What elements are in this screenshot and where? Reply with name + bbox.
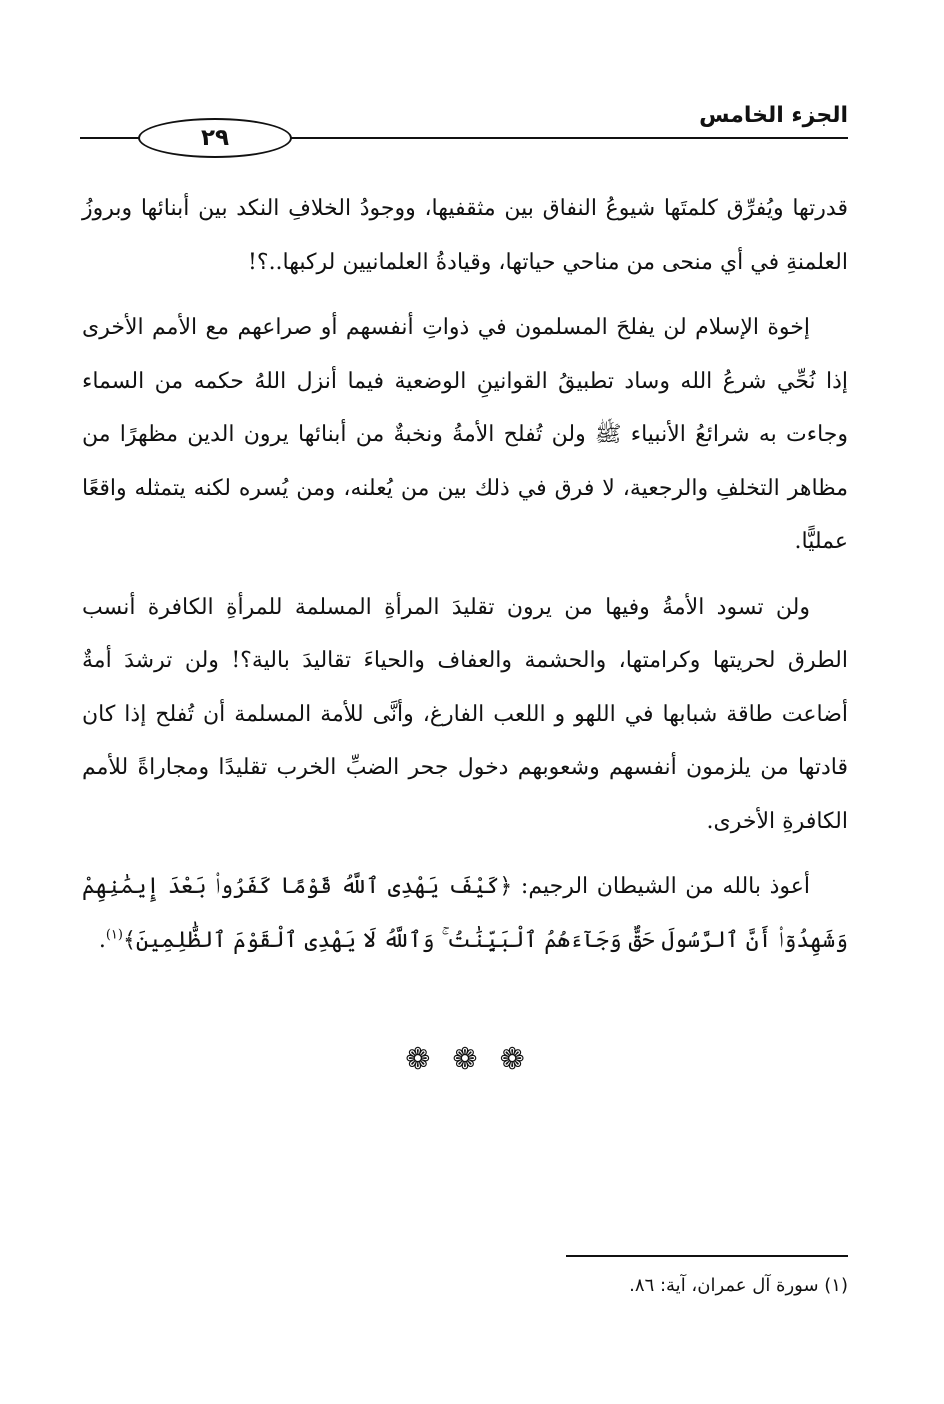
verse-paragraph	[82, 860, 848, 967]
page-header	[80, 95, 848, 165]
footnote-rule	[566, 1255, 848, 1257]
footnote: (١) سورة آل عمران، آية: ٨٦.	[629, 1275, 848, 1296]
body-text	[82, 182, 848, 979]
footnote-ref[interactable]: (١)	[105, 927, 123, 943]
quran-verse: ﴿كَيْفَ يَهْدِى ٱللَّهُ قَوْمًا كَفَرُوا۟ بَعْدَ إِيمَٰنِهِمْ وَشَهِدُوٓا۟ أَنَّ ٱلرَّسُولَ حَقٌّ وَجَآءَهُمُ ٱلْبَيِّنَٰتُ ۚ وَٱللَّهُ لَا يَهْدِى ٱلْقَوْمَ ٱلظَّٰلِمِينَ﴾	[82, 874, 848, 953]
paragraph-1: قدرتها ويُفرِّق كلمتَها شيوعُ النفاق بين مثقفيها، ووجودُ الخلافِ النكد بين أبنائها وبروزُ العلمنةِ في أي منحى من مناحي حياتها، وقيادةُ العلمانيين لركبها..؟!	[82, 196, 848, 275]
paragraph-3: ولن تسود الأمةُ وفيها من يرون تقليدَ المرأةِ المسلمة للمرأةِ الكافرة أنسب الطرق لحريتها وكرامتها، والحشمة والعفاف والحياءَ تقاليدَ بالية؟! ولن ترشدَ أمةٌ أضاعت طاقة شبابها في اللهو و اللعب الفارغ، وأنَّى للأمة المسلمة أن تُفلح إذا كان قادتها من يلزمون أنفسهم وشعوبهم دخول جحر الضبِّ الخرب تقليدًا ومجاراةً للأمم الكافرةِ الأخرى.	[82, 594, 848, 834]
paragraph-2: إخوة الإسلام لن يفلحَ المسلمون في ذواتِ أنفسهم أو صراعهم مع الأمم الأخرى إذا نُحِّي شرعُ الله وساد تطبيقُ القوانينِ الوضعية فيما أنزل اللهُ حكمه من السماء وجاءت به شرائعُ الأنبياء ﷺ ولن تُفلح الأمةُ ونخبةٌ من أبنائها يرون الدين مظهرًا من مظاهر التخلفِ والرجعية، لا فرق في ذلك بين من يُعلنه، ومن يُسره لكنه يتمثله واقعًا عمليًّا.	[82, 315, 848, 554]
verse-intro: أعوذ بالله من الشيطان الرجيم:	[512, 874, 810, 899]
section-ornament	[0, 1042, 944, 1077]
flower-ornament-icon: ❁	[452, 1042, 492, 1077]
verse-end: .	[98, 927, 106, 953]
page-number: ٢٩	[138, 118, 292, 158]
part-title: الجزء الخامس	[699, 103, 848, 128]
flower-ornament-icon: ❁	[499, 1042, 539, 1077]
flower-ornament-icon: ❁	[405, 1042, 445, 1077]
